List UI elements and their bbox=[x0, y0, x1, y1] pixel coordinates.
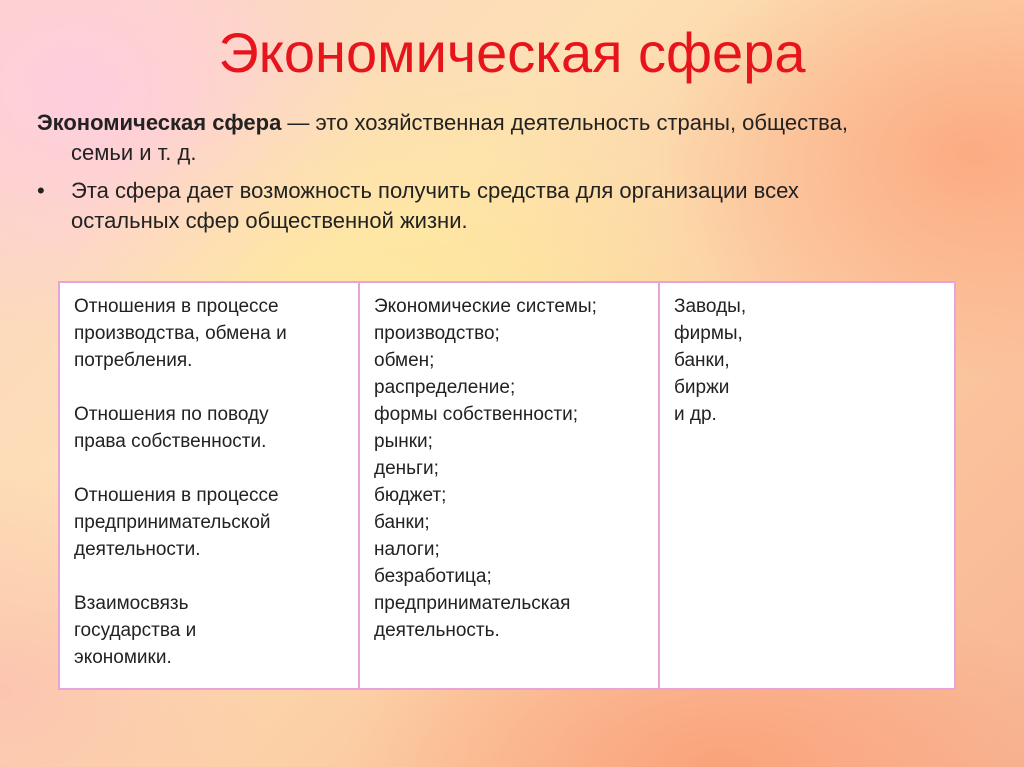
bullet-line: остальных сфер общественной жизни. bbox=[71, 208, 468, 233]
definition bbox=[37, 108, 997, 138]
list-item: бюджет; bbox=[374, 485, 447, 506]
table-line: права собственности. bbox=[74, 431, 267, 452]
bullet-text bbox=[71, 176, 997, 236]
table-line: деятельности. bbox=[74, 539, 201, 560]
economic-sphere-table bbox=[58, 281, 956, 690]
list-item: фирмы, bbox=[674, 323, 743, 344]
list-item: и др. bbox=[674, 404, 717, 425]
list-item: производство; bbox=[374, 323, 500, 344]
list-item: рынки; bbox=[374, 431, 433, 452]
list-item: банки; bbox=[374, 512, 430, 533]
table-paragraph bbox=[74, 401, 344, 455]
list-item: безработица; bbox=[374, 566, 492, 587]
table-line: экономики. bbox=[74, 647, 172, 668]
table-line: Взаимосвязь bbox=[74, 593, 189, 614]
table-paragraph bbox=[74, 482, 344, 563]
definition-text-cont: семьи и т. д. bbox=[71, 140, 197, 165]
list-item: обмен; bbox=[374, 350, 435, 371]
table-line: государства и bbox=[74, 620, 197, 641]
table-line: Отношения по поводу bbox=[74, 404, 269, 425]
bullet-line: Эта сфера дает возможность получить средства для организации всех bbox=[71, 178, 799, 203]
table-line: потребления. bbox=[74, 350, 193, 371]
table-line: предпринимательской bbox=[74, 512, 271, 533]
bullet-icon: • bbox=[37, 178, 45, 203]
definition-text: — это хозяйственная деятельность страны, общества, bbox=[281, 110, 848, 135]
list-item: распределение; bbox=[374, 377, 516, 398]
definition-term: Экономическая сфера bbox=[37, 110, 282, 135]
bullet-item bbox=[37, 176, 997, 236]
list-item: деньги; bbox=[374, 458, 439, 479]
list-item: формы собственности; bbox=[374, 404, 579, 425]
list-item: налоги; bbox=[374, 539, 440, 560]
table-column-institutions bbox=[658, 283, 954, 688]
slide-title: Экономическая сфера bbox=[218, 21, 806, 84]
list-item: предпринимательская bbox=[374, 593, 571, 614]
table-line: Отношения в процессе bbox=[74, 485, 279, 506]
table-line: Отношения в процессе bbox=[74, 296, 279, 317]
list-item: Заводы, bbox=[674, 296, 747, 317]
table-column-relations bbox=[60, 283, 358, 688]
list-item: Экономические системы; bbox=[374, 296, 597, 317]
table-paragraph bbox=[74, 293, 344, 374]
table-paragraph bbox=[74, 590, 344, 671]
list-item: деятельность. bbox=[374, 620, 500, 641]
table-column-elements bbox=[358, 283, 658, 688]
list-item: банки, bbox=[674, 350, 730, 371]
intro-text bbox=[37, 108, 997, 236]
list-item: биржи bbox=[674, 377, 730, 398]
table-line: производства, обмена и bbox=[74, 323, 287, 344]
